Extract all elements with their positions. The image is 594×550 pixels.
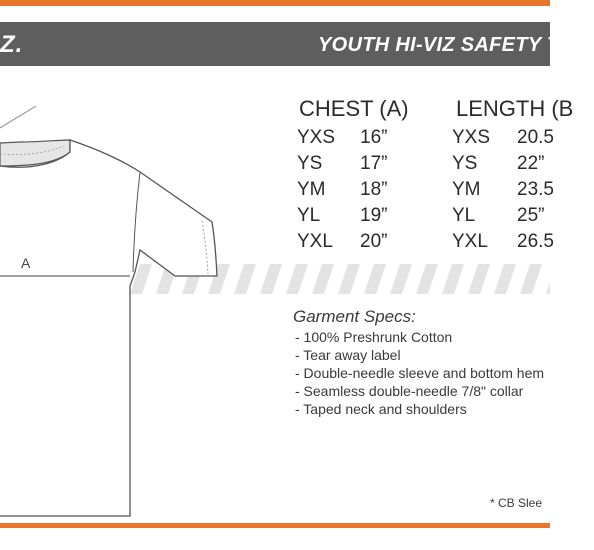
length-size-label: YXS: [452, 127, 491, 148]
chest-value: 16”: [360, 127, 388, 148]
length-value: 20.5: [517, 127, 554, 148]
size-label: YXS: [297, 127, 336, 148]
brand-logo-text: Z.: [0, 31, 24, 58]
spec-item: - Double-needle sleeve and bottom hem: [295, 365, 545, 381]
bottom-accent-bar: [0, 523, 550, 528]
chest-measure-label: A: [21, 255, 31, 271]
length-value: 22”: [517, 153, 545, 174]
product-title: YOUTH HI-VIZ SAFETY T-SH: [318, 34, 594, 56]
length-column-header: LENGTH (B: [456, 96, 574, 121]
length-value: 26.5: [517, 231, 554, 252]
chest-column-header: CHEST (A): [299, 96, 409, 121]
shirt-outline: [0, 140, 217, 516]
size-label: YXL: [297, 231, 333, 252]
length-value: 23.5: [517, 179, 554, 200]
footnote: * CB Slee: [490, 496, 543, 510]
length-value: 25”: [517, 205, 545, 226]
garment-specs-title: Garment Specs:: [293, 307, 416, 326]
size-label: YS: [297, 153, 323, 174]
chest-value: 20”: [360, 231, 388, 252]
length-size-label: YL: [452, 205, 476, 226]
spec-item: - 100% Preshrunk Cotton: [295, 329, 453, 345]
size-label: YM: [297, 179, 326, 200]
length-size-label: YS: [452, 153, 478, 174]
spec-item: - Seamless double-needle 7/8" collar: [295, 383, 524, 399]
length-size-label: YM: [452, 179, 481, 200]
length-size-label: YXL: [452, 231, 488, 252]
spec-item: - Taped neck and shoulders: [295, 401, 467, 417]
chest-value: 17”: [360, 153, 388, 174]
size-label: YL: [297, 205, 321, 226]
spec-item: - Tear away label: [295, 347, 401, 363]
measure-pointer-line: [0, 106, 36, 128]
tshirt-diagram: [0, 66, 230, 516]
chest-value: 19”: [360, 205, 388, 226]
top-accent-bar: [0, 0, 550, 6]
chest-value: 18”: [360, 179, 388, 200]
